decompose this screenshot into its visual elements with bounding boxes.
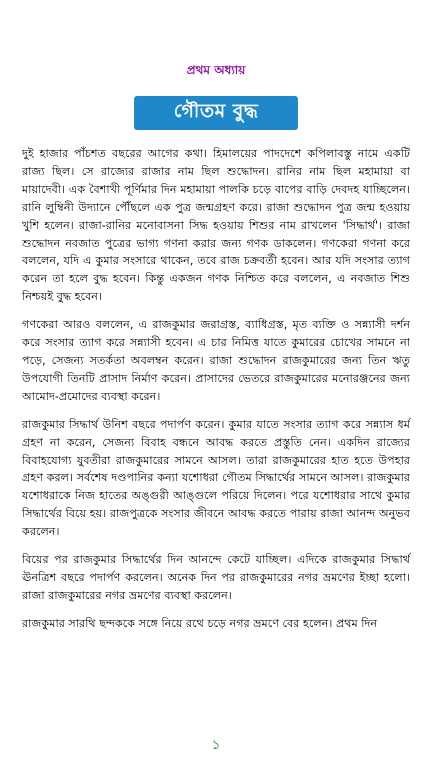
paragraph: রাজকুমার সারথি ছন্দককে সঙ্গে নিয়ে রথে চড়ে নগর ভ্রমণে বের হলেন। প্রথম দিন: [22, 616, 378, 630]
body-text: [22, 145, 410, 643]
paragraph: গণকেরা আরও বললেন, এ রাজকুমার জরাগ্রস্ত, ব্যাধিগ্রস্ত, মৃত ব্যক্তি ও সন্ন্যাসী দর্শন করে সংসার ত্যাগ করে সন্ন্যাসী হবেন। এ চার নিমিত্ত যাতে কুমারের চোখের সামনে না পড়ে, সেজন্য সতর্কতা অবলম্বন করেন। রাজা শুদ্ধোদন রাজকুমারের জন্য তিন ঋতু উপযোগী তিনটি প্রাসাদ নির্মাণ করেন। প্রাসাদের ভেতরে রাজকুমারের মনোরঞ্জনের জন্য আমোদ-প্রমোদের ব্যবস্থা করেন।: [22, 318, 410, 403]
title-banner: [134, 96, 298, 130]
paragraph: রাজকুমার সিদ্ধার্থ উনিশ বছরে পদার্পণ করেন। কুমার যাতে সংসার ত্যাগ করে সন্ন্যাস ধর্ম গ্রহণ না করেন, সেজন্য বিবাহ বন্ধনে আবদ্ধ করতে প্রস্তুতি নেন। একদিন রাজ্যের বিবাহযোগ্য যুবতীরা রাজকুমারের সামনে আসল। তারা রাজকুমারের হাত হতে উপহার গ্রহণ করল। সর্বশেষ দণ্ডপানির কন্যা যশোধরা গৌতম সিদ্ধার্থের সামনে আসল। রাজকুমার যশোধরাকে নিজ হাতের অঙ্গুরী আঙ্গুলে পরিয়ে দিলেন। পরে যশোধরার সাথে কুমার সিদ্ধার্থের বিয়ে হয়। রাজপুত্রকে সংসার জীবনে আবদ্ধ করতে পারায় রাজা আনন্দ অনুভব করলেন।: [22, 417, 410, 539]
page-title: গৌতম বুদ্ধ: [173, 100, 259, 122]
chapter-label: প্রথম অধ্যায়: [186, 63, 246, 77]
page-number: ১: [211, 737, 221, 753]
paragraph: বিয়ের পর রাজকুমার সিদ্ধার্থের দিন আনন্দে কেটে যাচ্ছিল। এদিকে রাজকুমার সিদ্ধার্থ ঊনত্রিশ বছরে পদার্পণ করলেন। অনেক দিন পর রাজকুমারের নগর ভ্রমণের ইচ্ছা হলো। রাজা রাজকুমারের নগর ভ্রমণের ব্যবস্থা করলেন।: [22, 553, 410, 602]
paragraph: দুই হাজার পাঁচশত বছরের আগের কথা। হিমালয়ের পাদদেশে কপিলাবস্তু নামে একটি রাজ্য ছিল। সে রাজ্যের রাজার নাম ছিল শুদ্ধোদন। রানির নাম ছিল মহামায়া বা মায়াদেবী। এক বৈশাখী পূর্ণিমার দিন মহামায়া পালকি চড়ে বাপের বাড়ি দেবদহ যাচ্ছিলেন। রানি লুম্বিনী উদ্যানে পৌঁছলে এক পুত্র জন্মগ্রহণ করে। রাজা শুদ্ধোদন পুত্র জন্ম হওয়ায় খুশি হলেন। রাজা-রানির মনোবাসনা সিদ্ধ হওয়ায় শিশুর নাম রাখলেন 'সিদ্ধার্থ'। রাজা শুদ্ধোদন নবজাত পুত্রের ভাগ্য গণনা করার জন্য গণক ডাকলেন। গণকেরা গণনা করে বললেন, যদি এ কুমার সংসারে থাকেন, তবে রাজ চক্রবর্তী হবেন। আর যদি সংসার ত্যাগ করেন তা হলে বুদ্ধ হবেন। কিন্তু একজন গণক নিশ্চিত করে বললেন, এ নবজাত শিশু নিশ্চয়ই বুদ্ধ হবেন।: [22, 147, 410, 304]
